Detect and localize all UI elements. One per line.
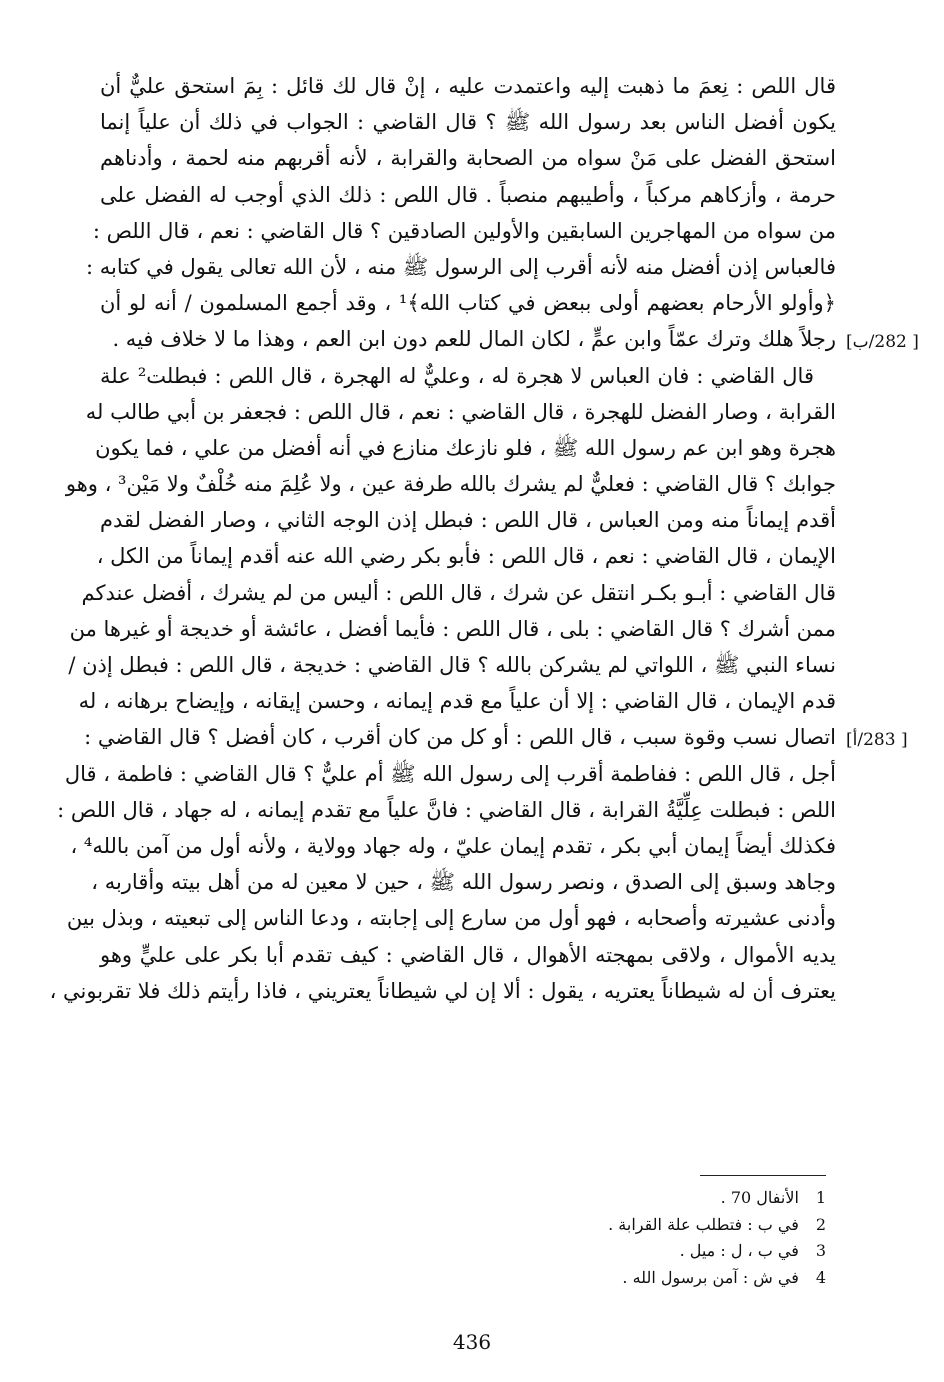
text-line: فكذلك أيضاً إيمان أبي بكر ، تقدم إيمان عليّ ، وله جهاد وولاية ، ولأنه أول من آمن بالله⁴ ،	[70, 833, 836, 858]
footnote-text: في ب ، ل : ميل .	[679, 1241, 799, 1260]
text-line: وجاهد وسبق إلى الصدق ، ونصر رسول الله ﷺ ، حين لا معين له من أهل بيته وأقاربه ،	[91, 870, 836, 895]
text-line: فالعباس إذن أفضل منه لأنه أقرب إلى الرسول ﷺ منه ، لأن الله تعالى يقول في كتابه :	[86, 254, 836, 279]
footnote-text: في ش : آمن برسول الله .	[622, 1267, 799, 1287]
footnote-text: في ب : فتطلب علة القرابة .	[608, 1214, 799, 1234]
text-line: ﴿وأولو الأرحام بعضهم أولى ببعض في كتاب الله﴾¹ ، وقد أجمع المسلمون / أنه لو أن	[100, 291, 836, 316]
text-line: أجل ، قال اللص : ففاطمة أقرب إلى رسول الله ﷺ أم عليٌّ ؟ قال القاضي : فاطمة ، قال	[64, 761, 836, 786]
text-line: اللص : فبطلت عِلِّيَّةُ القرابة ، قال القاضي : فانَّ علياً مع تقدم إيمانه ، له جهاد ، قال اللص :	[57, 797, 836, 822]
text-line: القرابة ، وصار الفضل للهجرة ، قال القاضي : نعم ، قال اللص : فجعفر بن أبي طالب له	[85, 399, 836, 424]
text-line: أقدم إيماناً منه ومن العباس ، قال اللص : فبطل إذن الوجه الثاني ، وصار الفضل لقدم	[100, 508, 836, 533]
manuscript-folio-ref: [ 283/أ]	[846, 730, 908, 750]
text-line: جوابك ؟ قال القاضي : فعليٌّ لم يشرك بالله طرفة عين ، ولا عُلِمَ منه خُلْفٌ ولا مَيْن³ ، وهو	[65, 472, 836, 497]
text-line: قال القاضي : أبـو بكـر انتقل عن شرك ، قال اللص : أليس من لم يشرك ، أفضل عندكم	[81, 580, 836, 605]
text-line: حرمة ، وأزكاهم مركباً ، وأطيبهم منصباً . قال اللص : ذلك الذي أوجب له الفضل على	[100, 182, 836, 207]
footnote-number: 4	[815, 1267, 826, 1287]
text-line: قدم الإيمان ، قال القاضي : إلا أن علياً مع قدم إيمانه ، وحسن إيقانه ، وإيضاح برهانه ، له	[78, 689, 836, 714]
footnote	[426, 1185, 826, 1212]
page-number: 436	[452, 1330, 492, 1354]
text-line: استحق الفضل على مَنْ سواه من الصحابة والقرابة ، لأنه أقربهم منه لحمة ، وأدناهم	[100, 146, 836, 171]
text-line: يعترف أن له شيطاناً يعتريه ، يقول : ألا إن لي شيطاناً يعتريني ، فاذا رأيتم ذلك فلا تقربوني ،	[49, 978, 836, 1003]
footnote	[426, 1212, 826, 1239]
text-line: اتصال نسب وقوة سبب ، قال اللص : أو كل من كان أقرب ، كان أفضل ؟ قال القاضي :	[84, 725, 836, 750]
footnote-divider	[700, 1175, 826, 1176]
manuscript-folio-ref: [ 282/ب]	[846, 332, 919, 352]
text-line: نساء النبي ﷺ ، اللواتي لم يشركن بالله ؟ قال القاضي : خديجة ، قال اللص : فبطل إذن /	[68, 653, 836, 677]
footnote-number: 1	[815, 1188, 826, 1207]
footnote	[426, 1265, 826, 1292]
text-line: قال القاضي : فان العباس لا هجرة له ، وعليٌّ له الهجرة ، قال اللص : فبطلت² علة	[100, 363, 814, 388]
footnote-number: 3	[815, 1241, 826, 1260]
footnote	[426, 1238, 826, 1265]
text-line: قال اللص : نِعمَ ما ذهبت إليه واعتمدت عليه ، إنْ قال لك قائل : بِمَ استحق عليٌّ أن	[100, 74, 836, 98]
footnotes	[426, 1185, 826, 1291]
text-line: رجلاً هلك وترك عمّاً وابن عمٍّ ، لكان المال للعم دون ابن العم ، وهذا ما لا خلاف فيه .	[112, 327, 836, 352]
text-line: من سواه من المهاجرين السابقين والأولين الصادقين ؟ قال القاضي : نعم ، قال اللص :	[92, 218, 836, 243]
footnote-text: الأنفال 70 .	[720, 1188, 799, 1207]
text-line: هجرة وهو ابن عم رسول الله ﷺ ، فلو نازعك منازع في أنه أفضل من علي ، فما يكون	[95, 435, 836, 460]
text-line: يكون أفضل الناس بعد رسول الله ﷺ ؟ قال القاضي : الجواب في ذلك أن علياً إنما	[100, 110, 836, 135]
text-line: ممن أشرك ؟ قال القاضي : بلى ، قال اللص : فأيما أفضل ، عائشة أو خديجة أو غيرها من	[69, 616, 836, 641]
text-line: وأدنى عشيرته وأصحابه ، فهو أول من سارع إلى إجابته ، ودعا الناس إلى تبعيته ، وبذل بين	[66, 906, 836, 931]
text-line: يديه الأموال ، ولاقى بمهجته الأهوال ، قال القاضي : كيف تقدم أبا بكر على عليٍّ وهو	[100, 942, 836, 967]
main-text	[49, 68, 836, 1009]
footnote-number: 2	[815, 1214, 826, 1234]
text-line: الإيمان ، قال القاضي : نعم ، قال اللص : فأبو بكر رضي الله عنه أقدم إيماناً من الكل ،	[96, 544, 836, 569]
